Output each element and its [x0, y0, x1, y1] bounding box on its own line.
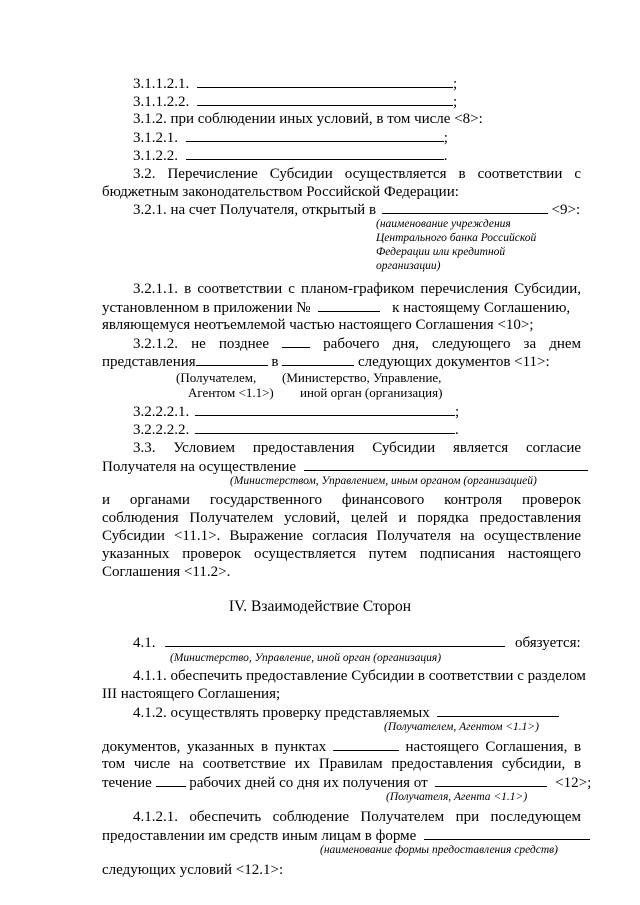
- item-3-2-1-1: 3.2.1.1. в соответствии с планом-графиком перечисления Субсидии,: [133, 281, 581, 297]
- item-3-2-1-2-cont: представления в следующих документов <11>:: [102, 354, 550, 370]
- caption-bank-3: Федерации или кредитной: [376, 246, 506, 258]
- blank-line: [195, 402, 455, 416]
- item-3-2-1-1-cont2: являющемуся неотъемлемой частью настоящего Соглашения <10>;: [102, 317, 534, 333]
- blank-line: [196, 352, 268, 366]
- caption-ministry-2: иной орган (организация): [300, 385, 443, 400]
- item-4-1: 4.1. обязуется:: [133, 635, 581, 651]
- blank-line: [197, 92, 453, 106]
- item-3-1-2-2: 3.1.2.2. .: [133, 148, 448, 164]
- caption-recipient-2: Агентом <1.1>): [188, 385, 274, 400]
- blank-line: [165, 633, 505, 647]
- item-4-1-1: 4.1.1. обеспечить предоставление Субсидии в соответствии с разделом: [133, 668, 586, 684]
- blank-line: [186, 128, 444, 142]
- blank-line: [156, 773, 186, 787]
- caption-recipient-4: (Получателя, Агента <1.1>): [386, 791, 528, 803]
- blank-line: [435, 773, 547, 787]
- item-4-1-1-cont: III настоящего Соглашения;: [102, 686, 281, 702]
- item-4-1-2-line3: том числе на соответствие их Правилам предоставления субсидии, в: [102, 756, 582, 772]
- item-3-1-2-1: 3.1.2.1. ;: [133, 130, 448, 146]
- item-3-1-1-2-1: 3.1.1.2.1. ;: [133, 76, 458, 92]
- caption-form: (наименование формы предоставления средств): [320, 844, 558, 856]
- item-3-3-line3: и органами государственного финансового контроля проверок: [102, 492, 581, 508]
- blank-line: [437, 703, 559, 717]
- item-4-1-2: 4.1.2. осуществлять проверку представляемых: [133, 703, 559, 722]
- item-3-3-line6: указанных проверок осуществляется путем подписания настоящего: [102, 546, 582, 562]
- caption-recipient-3: (Получателем, Агентом <1.1>): [384, 721, 540, 733]
- item-3-3-cont: Получателя на осуществление: [102, 457, 588, 476]
- item-3-1-1-2-2: 3.1.1.2.2. ;: [133, 94, 458, 110]
- item-3-3: 3.3. Условием предоставления Субсидии является согласие: [133, 440, 582, 456]
- blank-line: [195, 420, 455, 434]
- caption-recipient-1: (Получателем,: [176, 370, 257, 385]
- blank-line: [197, 74, 453, 88]
- blank-line: [282, 352, 354, 366]
- caption-ministry-4: (Министерство, Управление, иной орган (организация): [170, 652, 442, 664]
- blank-line: [333, 737, 399, 751]
- item-3-2-1-2: 3.2.1.2. не позднее рабочего дня, следующего за днем: [133, 336, 582, 352]
- section-heading: IV. Взаимодействие Сторон: [228, 598, 412, 615]
- blank-line: [318, 298, 380, 312]
- blank-line: [304, 457, 588, 471]
- blank-line: [382, 200, 548, 214]
- item-4-1-2-1: 4.1.2.1. обеспечить соблюдение Получателем при последующем: [133, 809, 582, 825]
- item-3-2-cont: бюджетным законодательством Российской Федерации:: [102, 184, 459, 200]
- caption-bank-1: (наименование учреждения: [376, 218, 511, 230]
- item-4-1-2-line4: течение рабочих дней со дня их получения от <12>;: [102, 775, 592, 791]
- caption-bank-2: Центрального банка Российской: [376, 232, 537, 244]
- blank-line: [282, 334, 310, 348]
- item-4-1-2-1-cont: предоставлении им средств иным лицам в форме: [102, 826, 590, 845]
- caption-bank-4: организации): [376, 260, 441, 272]
- item-3-2-1-1-cont: установленном в приложении № к настоящему Соглашению,: [102, 300, 571, 316]
- item-3-2-2-2-2: 3.2.2.2.2. .: [133, 422, 459, 438]
- caption-ministry-1: (Министерство, Управление,: [282, 370, 442, 385]
- item-3-3-line5: Субсидии <11.1>. Выражение согласия Получателя на осуществление: [102, 528, 582, 544]
- item-3-2: 3.2. Перечисление Субсидии осуществляется в соответствии с: [133, 166, 581, 182]
- item-3-2-2-2-1: 3.2.2.2.1. ;: [133, 404, 460, 420]
- caption-ministry-3: (Министерством, Управлением, иным органом (организацией): [230, 475, 537, 487]
- item-3-1-2: 3.1.2. при соблюдении иных условий, в том числе <8>:: [133, 111, 483, 127]
- item-4-1-2-line2: документов, указанных в пунктах настоящего Соглашения, в: [102, 739, 582, 755]
- item-3-3-line4: соблюдения Получателем условий, целей и порядка предоставления: [102, 510, 581, 526]
- blank-line: [424, 826, 590, 840]
- item-3-2-1: 3.2.1. на счет Получателя, открытый в <9>:: [133, 202, 581, 218]
- item-3-3-line7: Соглашения <11.2>.: [102, 564, 231, 580]
- item-4-1-2-1-cont2: следующих условий <12.1>:: [102, 862, 284, 878]
- blank-line: [186, 146, 444, 160]
